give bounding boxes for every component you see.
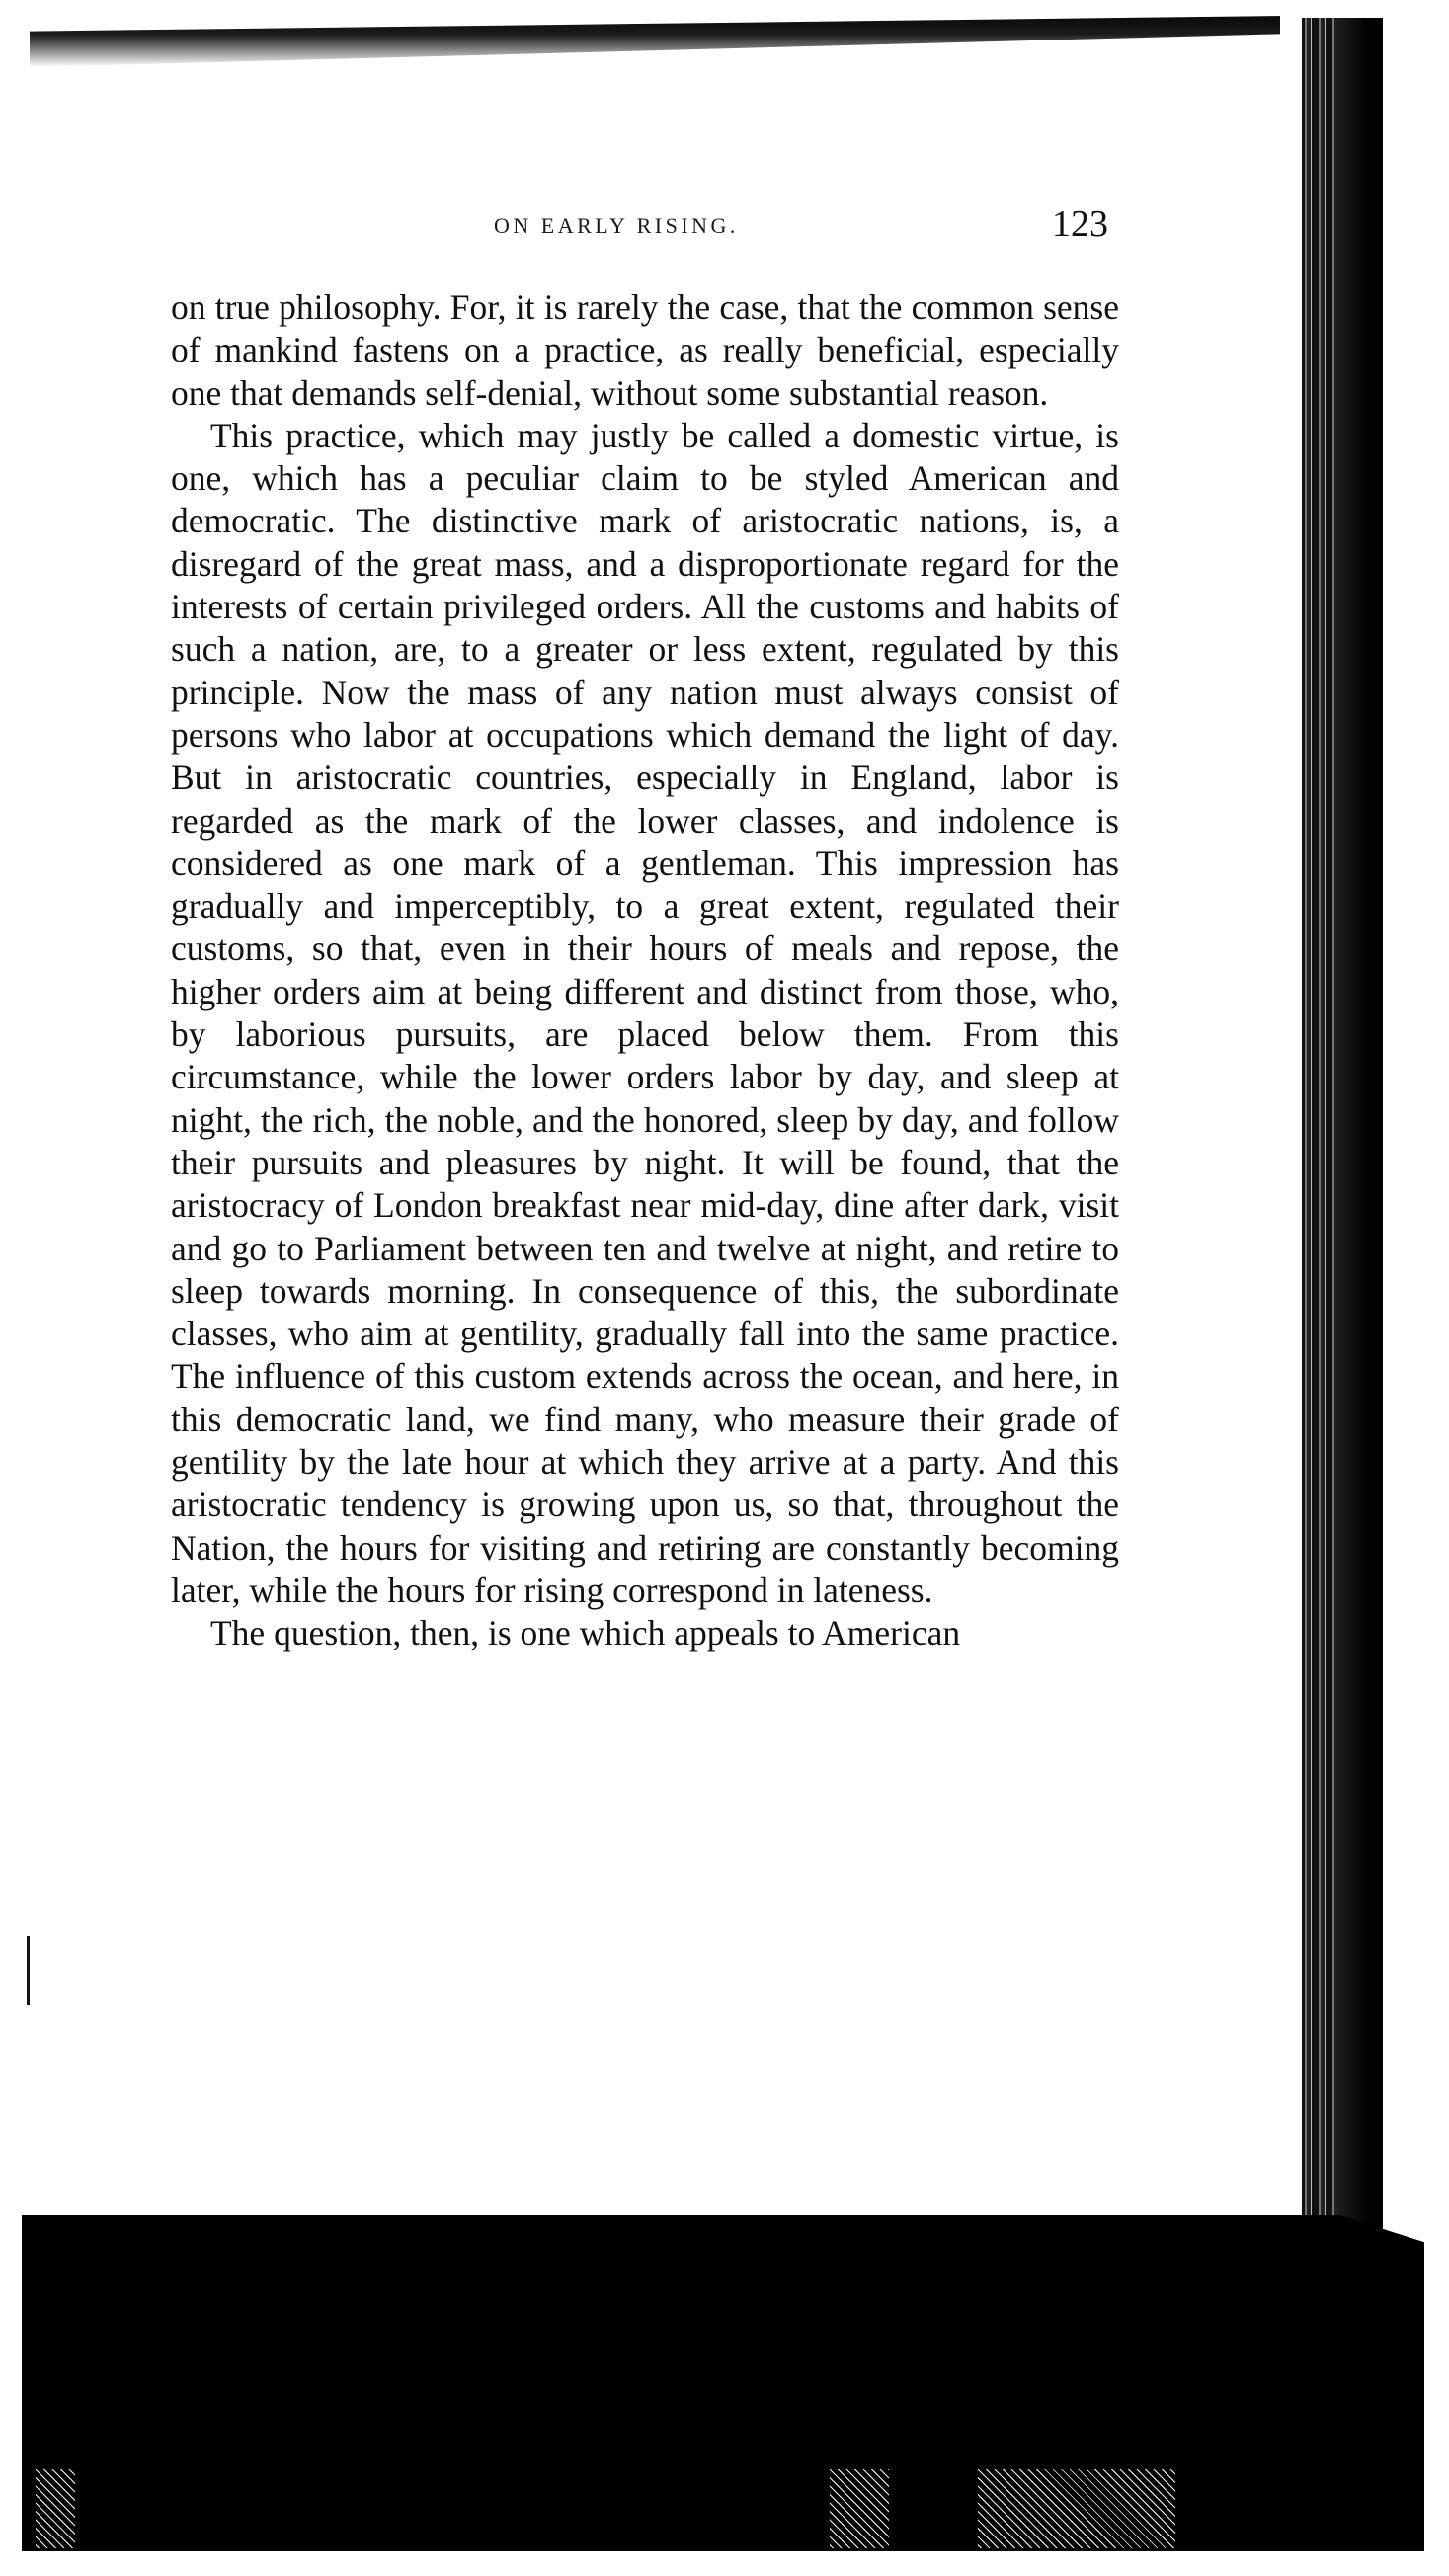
book-spine-shadow bbox=[1335, 18, 1383, 2235]
scan-top-shadow bbox=[30, 16, 1284, 67]
body-text bbox=[171, 286, 1119, 1655]
scan-noise-mid bbox=[830, 2469, 889, 2548]
paragraph-continuation: on true philosophy. For, it is rarely the case, that the common sense of mankind fastens on a practice, as really beneficial, especially one that demands self-denial, without some substantial reason. bbox=[171, 287, 1119, 413]
scan-left-mark bbox=[27, 1936, 30, 2005]
paragraph-question: The question, then, is one which appeals to American bbox=[210, 1613, 961, 1653]
running-header: ON EARLY RISING. bbox=[494, 213, 739, 238]
book-spine-edge bbox=[1302, 18, 1335, 2235]
page-number: 123 bbox=[1052, 203, 1108, 245]
scan-noise-left bbox=[36, 2469, 75, 2548]
scan-bottom-shadow bbox=[22, 2215, 1424, 2551]
scan-noise-right bbox=[978, 2469, 1175, 2548]
paragraph-domestic-virtue: This practice, which may justly be called a domestic virtue, is one, which has a peculiar claim to be styled American and democratic. The distinctive mark of aristocratic nations, is, a disregard of the great mass, and a disproportionate regard for the interests of certain privileged orders. All the customs and habits of such a nation, are, to a greater or less extent, regulated by this principle. Now the mass of any nation must always consist of persons who labor at occupations which demand the light of day. But in aristocratic countries, especially in England, labor is regarded as the mark of the lower classes, and indolence is considered as one mark of a gentleman. This impression has gradually and imperceptibly, to a great extent, regulated their customs, so that, even in their hours of meals and repose, the higher orders aim at being different and distinct from those, who, by laborious pursuits, are placed below them. From this circumstance, while the lower orders labor by day, and sleep at night, the rich, the noble, and the honored, sleep by day, and follow their pursuits and pleasures by night. It will be found, that the aristocracy of London breakfast near mid-day, dine after dark, visit and go to Parliament between ten and twelve at night, and retire to sleep towards morning. In consequence of this, the subordinate classes, who aim at gentility, gradually fall into the same practice. The influence of this custom extends across the ocean, and here, in this democratic land, we find many, who measure their grade of gentility by the late hour at which they arrive at a party. And this aristocratic tendency is growing upon us, so that, throughout the Nation, the hours for visiting and retiring are constantly becoming later, while the hours for rising correspond in lateness. bbox=[171, 415, 1119, 1610]
